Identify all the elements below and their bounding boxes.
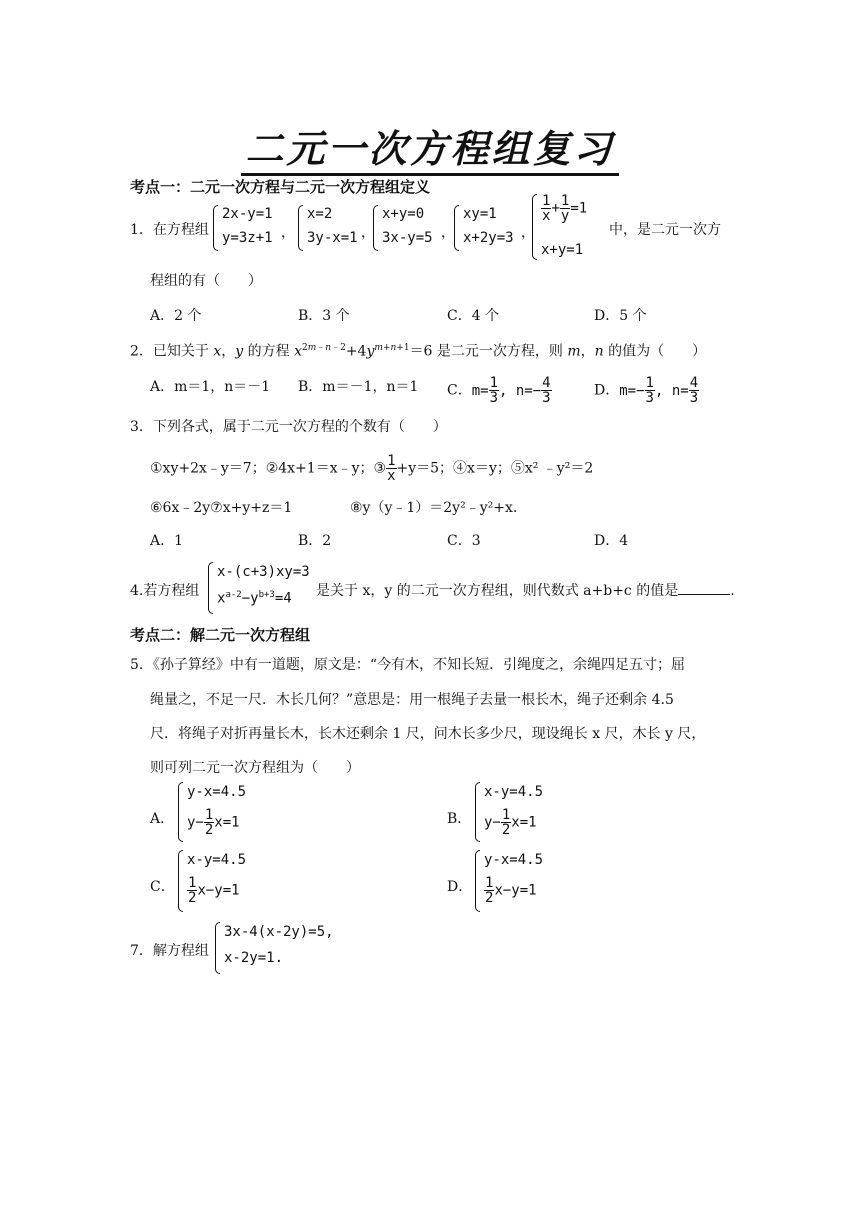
q4-system: x-(c+3)xy=3 $x^{a-2}-y^{b+3}=4$	[208, 562, 318, 616]
section-heading-2: 考点二：解二元一次方程组	[130, 626, 311, 644]
q2-option-a: A．m＝1，n＝－1	[150, 379, 271, 395]
q3-items-2b: ⑧y（y﹣1）＝2y²﹣y²+x.	[350, 500, 518, 516]
q7-prefix: 7．解方程组	[130, 943, 209, 959]
q3-option-a: A．1	[150, 533, 184, 549]
q1-system-1: 2x-y=1 y=3z+1	[213, 205, 283, 253]
q2-stem: 2．已知关于 x，y 的方程 $x^{2m﹣n﹣2}+4y^{m+n+1}=6$ 是二元一次方程，则 m，n 的值为（ ）	[130, 343, 707, 360]
q5-line1: 5．《孙子算经》中有一道题，原文是：“今有木，不知长短．引绳度之，余绳四足五寸；屈	[130, 657, 686, 673]
q5-line3: 尺．将绳子对折再量长木，长木还剩余 1 尺，问木长多少尺，现设绳长 x 尺，木长 y 尺，	[150, 726, 706, 742]
q1-option-d: D．5 个	[594, 308, 647, 324]
q1-prefix: 1．在方程组	[130, 222, 209, 238]
q5-option-d-system: y-x=4.5 $\frac{1}{2}$ x−y=1	[475, 850, 565, 912]
q2-option-c: C．m= $\frac{1}{3}$ , n=− $\frac{4}{3}$	[447, 375, 551, 406]
q3-items-1: ①xy+2x﹣y＝7；②4x+1＝x﹣y；③ $\frac{1}{x}$ +y＝5；④x＝y；⑤x² ﹣y²＝2	[150, 453, 594, 484]
q5-option-b-system: x-y=4.5 y− $\frac{1}{2}$ x=1	[475, 782, 565, 842]
q2-option-d: D．m=− $\frac{1}{3}$ , n= $\frac{4}{3}$	[594, 375, 699, 406]
q5-label-a: A．	[150, 811, 175, 827]
section-heading-1: 考点一：二元一次方程与二元一次方程组定义	[130, 178, 431, 196]
q5-line4: 则可列二元一次方程组为（ ）	[150, 760, 360, 776]
q3-option-d: D．4	[594, 533, 629, 549]
page-title: 二元一次方程组复习	[0, 118, 860, 173]
q5-label-c: C．	[150, 879, 175, 895]
q3-stem: 3．下列各式，属于二元一次方程的个数有（ ）	[130, 419, 447, 435]
q3-option-c: C．3	[447, 533, 481, 549]
q1-system-2: x=2 3y-x=1	[298, 205, 368, 253]
q3-items-2a: ⑥6x﹣2y⑦x+y+z＝1	[150, 500, 293, 516]
answer-blank	[678, 594, 730, 595]
q5-line2: 绳量之，不足一尺．木长几何？”意思是：用一根绳子去量一根长木，绳子还剩余 4.5	[150, 692, 674, 708]
q1-option-c: C．4 个	[447, 308, 500, 324]
q1-option-a: A．2 个	[150, 308, 202, 324]
q1-option-b: B．3 个	[298, 308, 350, 324]
q3-option-b: B．2	[298, 533, 332, 549]
q1-line2: 程组的有（ ）	[150, 273, 262, 289]
q5-label-d: D．	[447, 879, 473, 895]
q1-system-5: $\frac{1}{x}$ + $\frac{1}{y}$ =1 x+y=1	[532, 194, 612, 260]
q1-system-3: x+y=0 3x-y=5	[373, 205, 443, 253]
q1-system-4: xy=1 x+2y=3	[454, 205, 524, 253]
document-page: 二元一次方程组复习 考点一：二元一次方程与二元一次方程组定义 1．在方程组 2x-y=1 y=3z+1 ， x=2 3y-x=1 ， x+y=0 3x-y=5 ， xy=1 x+2y=3 ， $\frac{1}{x}$ + $\frac{1}{y}$ =1 x+y=1 中，是二元一次方 程组的有（ ） A．2 个 B．3 个 C．4 个 D．5 个 2．已知关于 x，y 的方程 $x^{2m﹣n﹣2}+4y^{m+n+1}=6$ 是二元一次方程，则 m，n 的值为（ ） A．m＝1，n＝－1 B．m＝－1，n＝1 C．m= $\frac{1}{3}$ , n=− $\frac{4}{3}$ D．m=− $\frac{1}{3}$ , n= $\frac{4}{3}$ 3．下列各式，属于二元一次方程的个数有（ ） ①xy+2x﹣y＝7；②4x+1＝x﹣y；③ $\frac{1}{x}$ +y＝5；④x＝y；⑤x² ﹣y²＝2 ⑥6x﹣2y⑦x+y+z＝1 ⑧y（y﹣1）＝2y²﹣y²+x. A．1 B．2 C．3 D．4 4.若方程组 x-(c+3)xy=3 $x^{a-2}-y^{b+3}=4$ 是关于 x，y 的二元一次方程组，则代数式 a+b+c 的值是 . 考点二：解二元一次方程组 5．《孙子算经》中有一道题，原文是：“今有木，不知长短．引绳度之，余绳四足五寸；屈 绳量之，不足一尺．木长几何？”意思是：用一根绳子去量一根长木，绳子还剩余 4.5 尺．将绳子对折再量长木，长木还剩余 1 尺，问木长多少尺，现设绳长 x 尺，木长 y 尺， 则可列二元一次方程组为（ ） A． y-x=4.5 y− $\frac{1}{2}$ x=1 B． x-y=4.5 y− $\frac{1}{2}$ x=1 C． x-y=4.5 $\frac{1}{2}$ x−y=1 D． y-x=4.5 $\frac{1}{2}$ x−y=1 7．解方程组 3x-4(x-2y)=5, x-2y=1.	[0, 0, 860, 1216]
q5-option-c-system: x-y=4.5 $\frac{1}{2}$ x−y=1	[178, 850, 268, 912]
q2-option-b: B．m＝－1，n＝1	[298, 379, 419, 395]
q7-system: 3x-4(x-2y)=5, x-2y=1.	[215, 922, 345, 974]
q5-label-b: B．	[447, 811, 472, 827]
q1-suffix: 中，是二元一次方	[609, 222, 721, 238]
q4-suffix: 是关于 x，y 的二元一次方程组，则代数式 a+b+c 的值是 .	[316, 583, 735, 599]
q4-prefix: 4.若方程组	[130, 583, 200, 599]
q5-option-a-system: y-x=4.5 y− $\frac{1}{2}$ x=1	[178, 782, 268, 842]
